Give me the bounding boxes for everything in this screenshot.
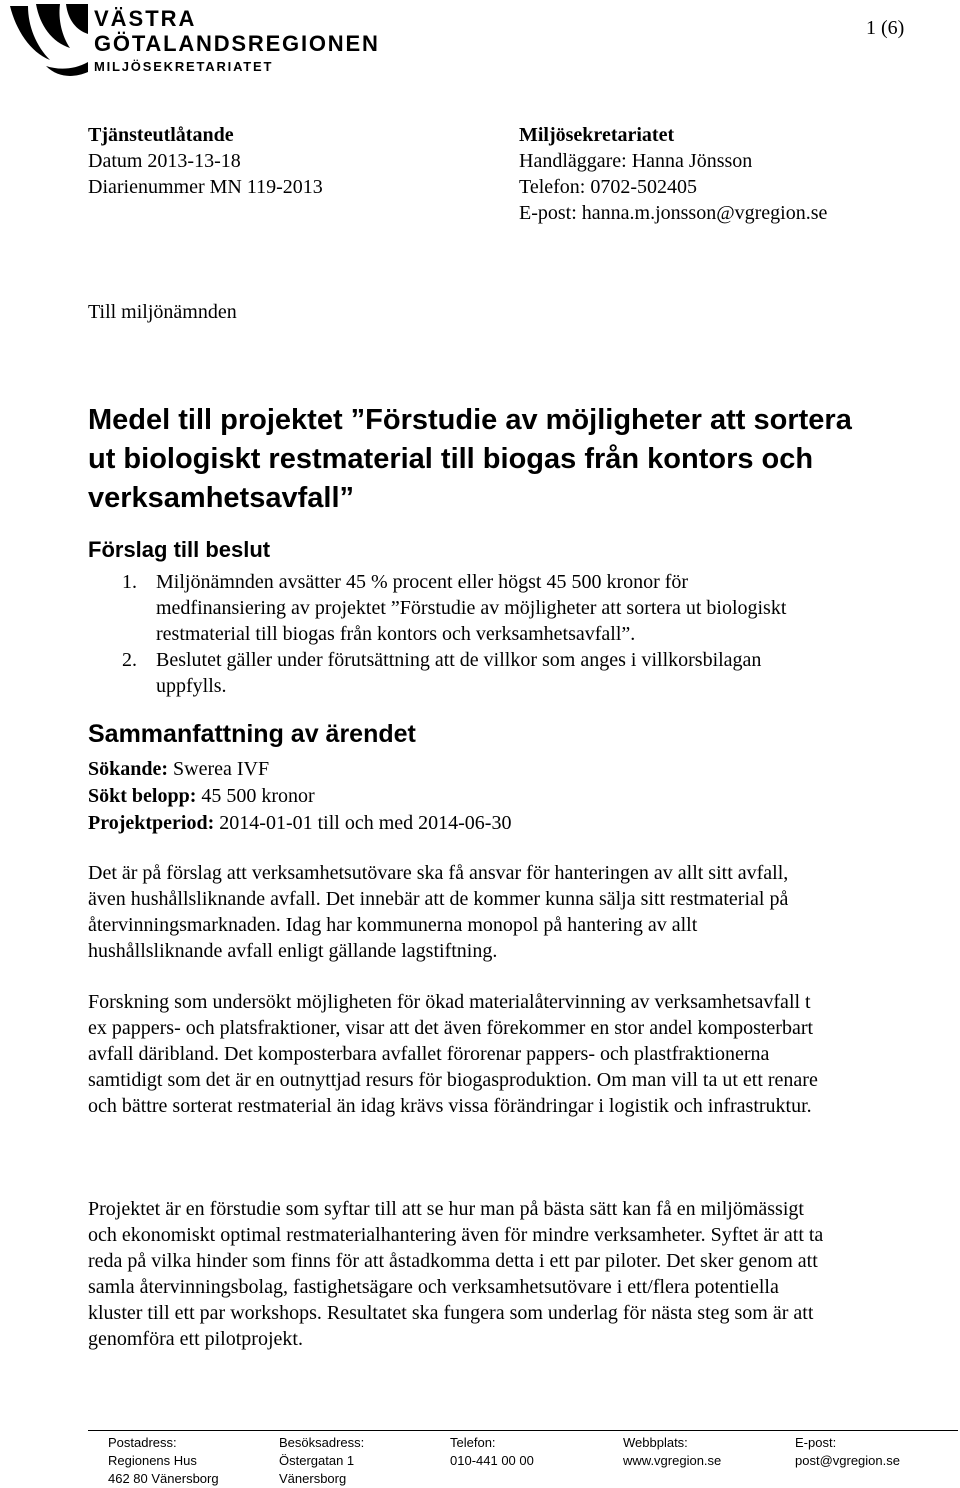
- footer-value: 462 80 Vänersborg: [108, 1471, 219, 1486]
- logo-text-gotalandsregionen: GÖTALANDSREGIONEN: [94, 31, 380, 56]
- footer-email: [795, 1434, 900, 1470]
- decision-item-number: 2.: [122, 649, 137, 671]
- footer-value: Östergatan 1: [279, 1453, 355, 1468]
- logo-mark-icon: [6, 0, 90, 78]
- footer-label: E-post:: [795, 1435, 837, 1450]
- footer-website-link[interactable]: www.vgregion.se: [623, 1453, 722, 1468]
- period-value: 2014-01-01 till och med 2014-06-30: [214, 812, 512, 834]
- applicant-value: Swerea IVF: [168, 758, 270, 780]
- footer-email-link[interactable]: post@vgregion.se: [795, 1453, 900, 1468]
- diary-number: Diarienummer MN 119-2013: [88, 176, 323, 198]
- footer-label: Telefon:: [450, 1435, 496, 1450]
- footer-label: Postadress:: [108, 1435, 177, 1450]
- amount-row: [88, 783, 511, 810]
- amount-value: 45 500 kronor: [196, 785, 315, 807]
- body-paragraph: Forskning som undersökt möjligheten för ökad materialåtervinning av verksamhetsavfall t ex pappers- och platsfraktioner, visar att det även förekommer en stor andel komposterbart avfall däribland. Det komposterbara avfallet förorenar pappers- och plastfraktionerna samtidigt som det är en outnyttjad resurs för biogasproduktion. Om man vill ta ut ett renare och bättre sorterat restmaterial än idag krävs vissa förändringar i logistik och infrastruktur.: [88, 991, 818, 1117]
- decision-item-text: Beslutet gäller under förutsättning att de villkor som anges i villkorsbilagan uppfylls.: [156, 649, 762, 697]
- body-paragraph: Det är på förslag att verksamhetsutövare ska få ansvar för hanteringen av allt sitt avfall, även hushållsliknande avfall. Det innebär att de kommer kunna sälja sitt restmaterial på återvinningsmarknaden. Idag har kommunerna monopol på hantering av allt hushållsliknande avfall enligt gällande lagstiftning.: [88, 862, 789, 962]
- period-label: Projektperiod:: [88, 812, 215, 834]
- document-meta-right: [519, 122, 827, 226]
- handler-email: E-post: hanna.m.jonsson@vgregion.se: [519, 202, 828, 224]
- footer-value: Vänersborg: [279, 1471, 347, 1486]
- footer-label: Besöksadress:: [279, 1435, 365, 1450]
- logo-text-vastra: VÄSTRA: [94, 6, 197, 31]
- footer-phone: [450, 1434, 534, 1470]
- decision-heading: Förslag till beslut: [88, 537, 271, 562]
- decision-item-number: 1.: [122, 571, 137, 593]
- decision-item-text: Miljönämnden avsätter 45 % procent eller högst 45 500 kronor för medfinansiering av projektet ”Förstudie av möjligheter att sortera ut biologiskt restmaterial till biogas från kontors och verksamhetsavfall”.: [156, 571, 787, 645]
- organization-logo: [6, 0, 380, 80]
- handler-phone: Telefon: 0702-502405: [519, 176, 698, 198]
- document-title: Medel till projektet ”Förstudie av möjligheter att sortera ut biologiskt restmaterial till biogas från kontors och verksamhetsavfall”: [88, 404, 852, 514]
- footer-visiting-address: [279, 1434, 364, 1488]
- decision-list: [122, 569, 822, 699]
- amount-label: Sökt belopp:: [88, 785, 197, 807]
- page-number: 1 (6): [866, 17, 905, 39]
- document-meta-left: [88, 122, 323, 200]
- handler-name: Handläggare: Hanna Jönsson: [519, 150, 753, 172]
- applicant-row: [88, 756, 511, 783]
- summary-facts: [88, 756, 511, 837]
- footer-postal-address: [108, 1434, 219, 1488]
- footer-value: Regionens Hus: [108, 1453, 197, 1468]
- footer-value: 010-441 00 00: [450, 1453, 534, 1468]
- footer-label: Webbplats:: [623, 1435, 688, 1450]
- document-date: Datum 2013-13-18: [88, 150, 241, 172]
- document-type: Tjänsteutlåtande: [88, 124, 234, 146]
- footer-website: [623, 1434, 721, 1470]
- logo-text-miljosekretariatet: MILJÖSEKRETARIATET: [94, 59, 274, 74]
- decision-item: [122, 569, 822, 647]
- decision-item: [122, 647, 822, 699]
- applicant-label: Sökande:: [88, 758, 169, 780]
- body-paragraph: Projektet är en förstudie som syftar till att se hur man på bästa sätt kan få en miljömässigt och ekonomiskt optimal restmaterialhantering även för mindre verksamheter. Syftet är att ta reda på vilka hinder som finns för att åstadkomma detta i ett par piloter. Det sker genom att samla återvinningsbolag, fastighetsägare och verksamhetsutövare i ett/flera potentiella kluster till ett par workshops. Resultatet ska fungera som underlag för nästa steg som är att genomföra ett pilotprojekt.: [88, 1198, 824, 1350]
- department-name: Miljösekretariatet: [519, 124, 675, 146]
- recipient-line: Till miljönämnden: [88, 301, 237, 323]
- footer-divider: [88, 1430, 958, 1431]
- period-row: [88, 810, 511, 837]
- summary-heading: Sammanfattning av ärendet: [88, 720, 416, 748]
